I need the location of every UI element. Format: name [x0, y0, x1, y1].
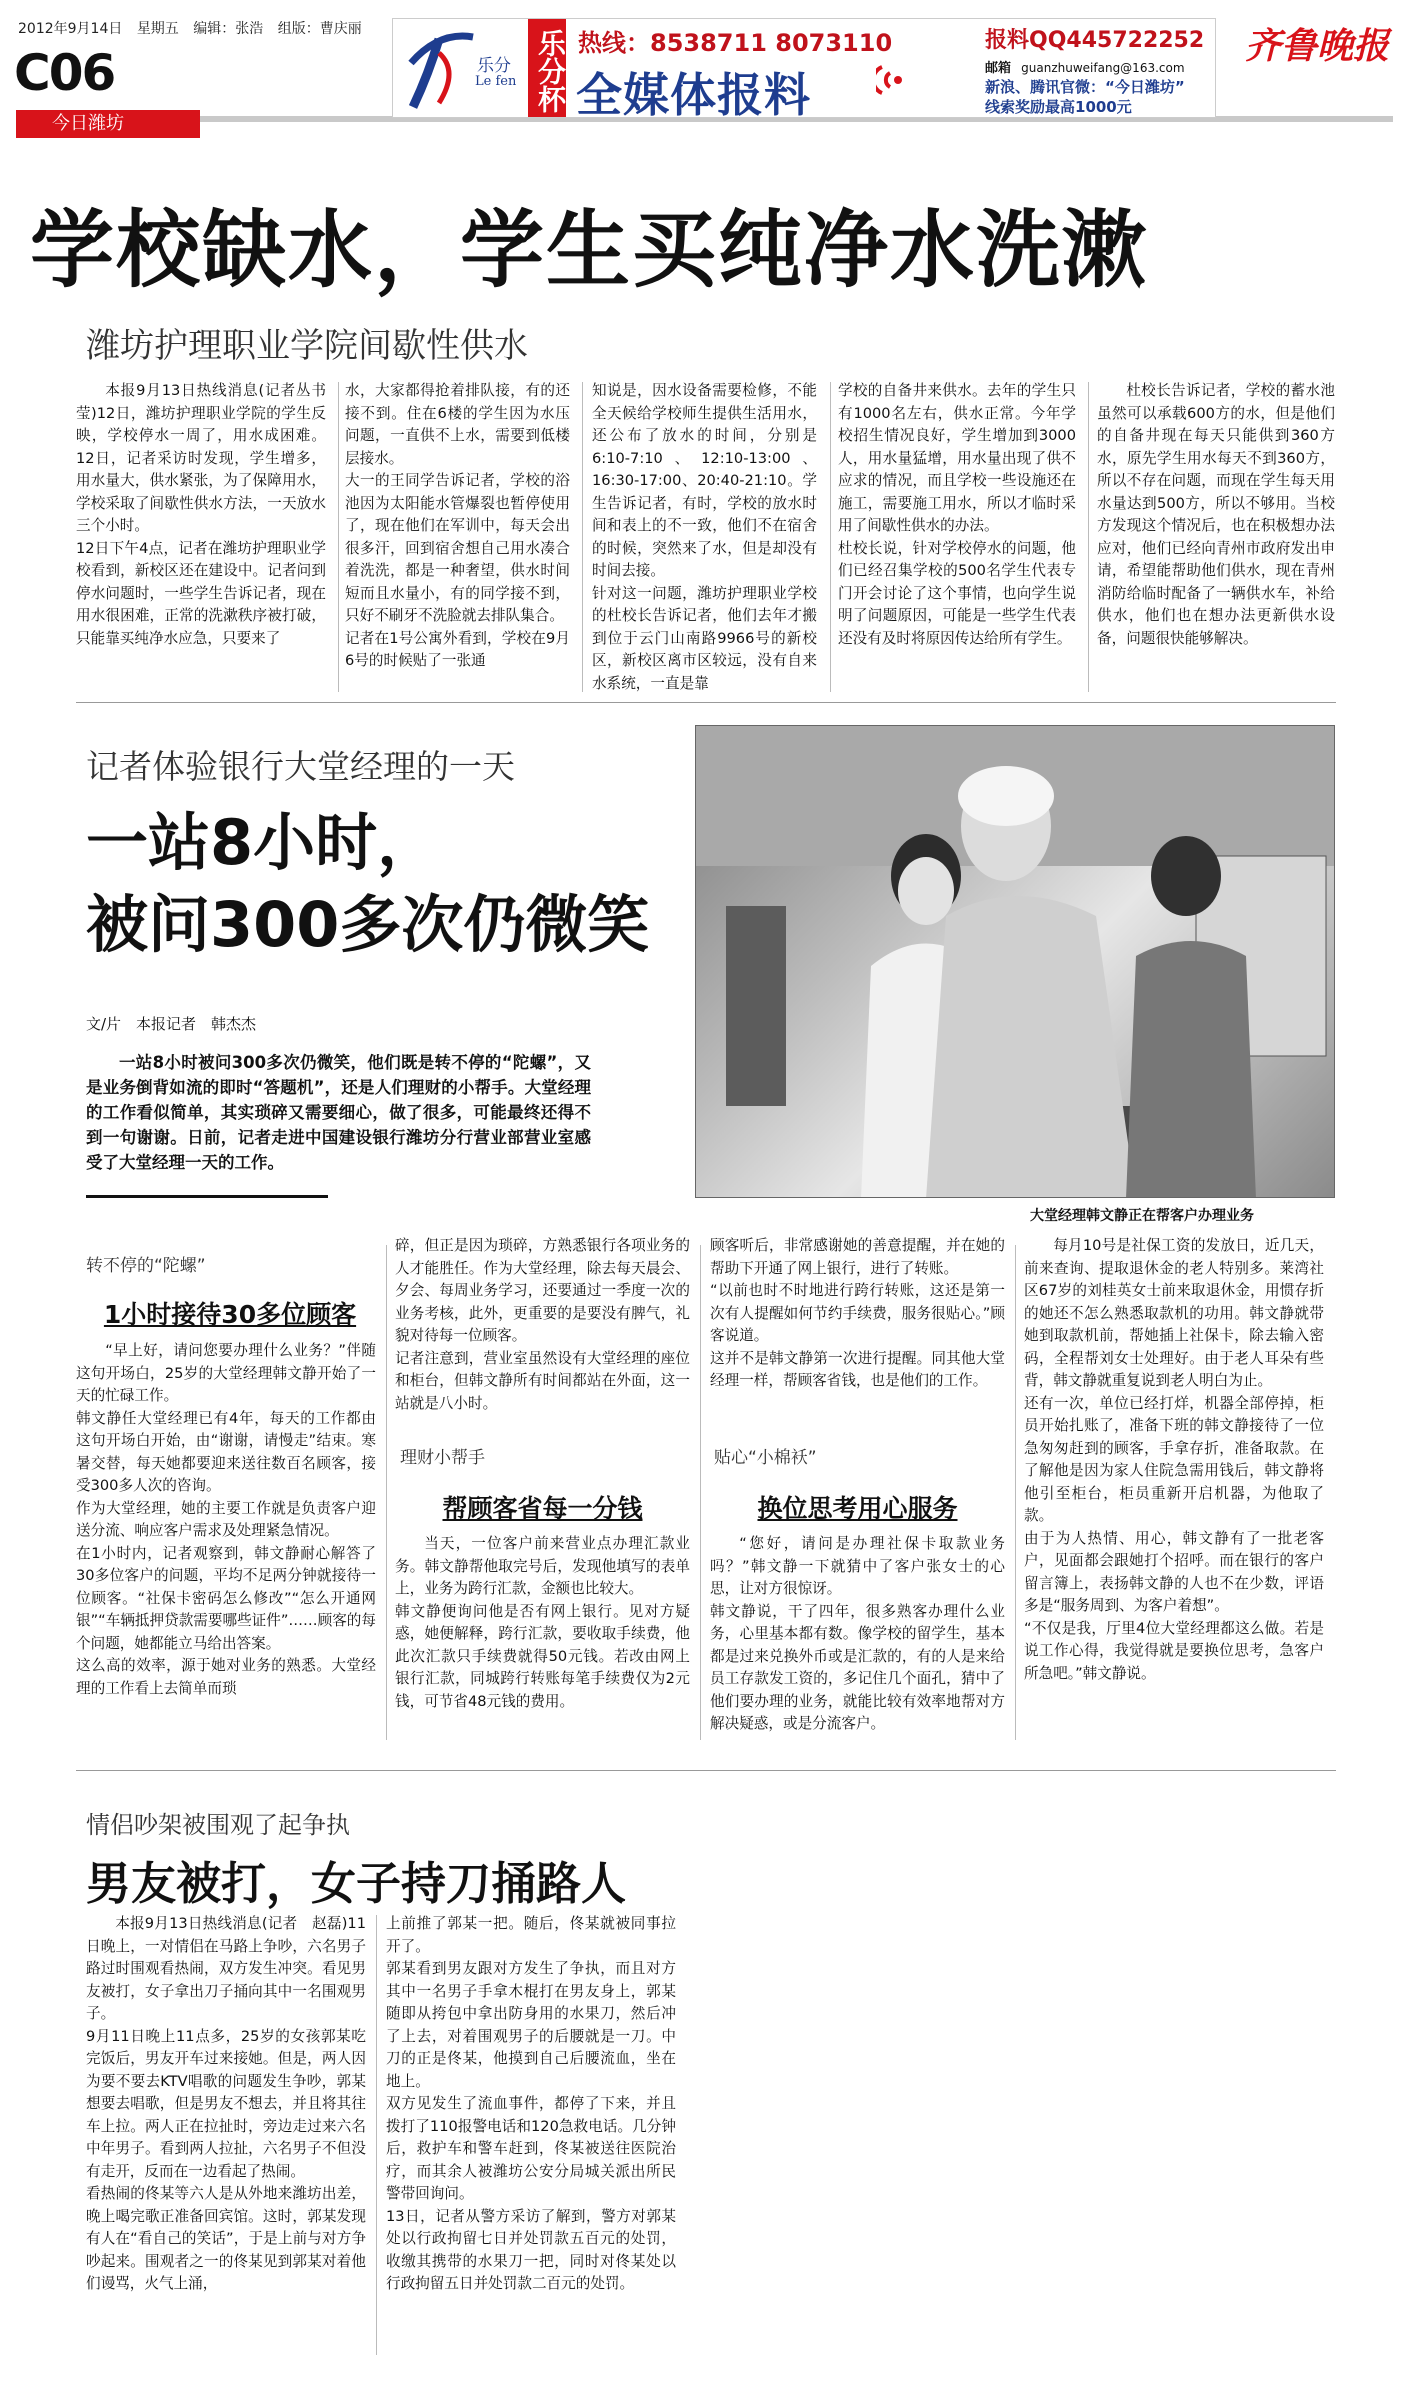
mail-address: guanzhuweifang@163.com [1021, 61, 1185, 75]
article-column-3: 知说是，因水设备需要检修，不能全天候给学校师生提供生活用水，还公布了放水的时间，分别是6:10-7:10、12:10-13:00、16:30-17:00、20:40-21:10。学生告诉记者，有时，学校的放水时间和表上的不一致，他们不在宿舍的时候，突然来了水，但是却没有时间去接。 针对这一问题，潍坊护理职业学校的杜校长告诉记者，他们去年才搬到位于云门山南路9966号的新校区，新校区离市区较远，没有自来水系统，一直是靠 [592, 382, 817, 692]
photo-scene [696, 726, 1335, 1198]
article-divider-2 [76, 1770, 1336, 1771]
bank-column-1: “早上好，请问您要办理什么业务？”伴随这句开场白，25岁的大堂经理韩文静开始了一天的忙碌工作。 韩文静任大堂经理已有4年，每天的工作都由这句开场白开始，由“谢谢，请慢走”结束。寒暑交替，每天她都要迎来送往数百名顾客，接受300多人次的咨询。 作为大堂经理，她的主要工作就是负责客户迎送分流、响应客户需求及处理紧急情况。 在1小时内，记者观察到，韩文静耐心解答了30多位客户的问题，平均不足两分钟就接待一位顾客。“社保卡密码怎么修改”“怎么开通网银”“车辆抵押贷款需要哪些证件”……顾客的每个问题，她都能立马给出答案。 这么高的效率，源于她对业务的熟悉。大堂经理的工作看上去简单而琐 [76, 1342, 376, 1697]
lefen-logo-icon [399, 23, 479, 113]
lefen-logo [399, 23, 479, 113]
signal-icon [876, 53, 916, 103]
newspaper-logo: 齐鲁晚报 [1245, 25, 1390, 67]
dispute-column-2: 上前推了郭某一把。随后，佟某就被同事拉开了。 郭某看到男友跟对方发生了争执，而且对方其中一名男子手拿木棍打在男友身上，郭某随即从挎包中拿出防身用的水果刀，然后冲了上去，对着围观男子的后腰就是一刀。中刀的正是佟某，他摸到自己后腰流血，坐在地上。 双方见发生了流血事件，都停了下来，并且拨打了110报警电话和120急救电话。几分钟后，救护车和警车赶到，佟某被送往医院治疗，而其余人被潍坊公安分局城关派出所民警带回询问。 13日，记者从警方采访了解到，警方对郭某处以行政拘留七日并处罚款五百元的处罚，收缴其携带的水果刀一把，同时对佟某处以行政拘留五日并处罚款二百元的处罚。 [386, 1915, 676, 2292]
bank-column-4: 每月10号是社保工资的发放日，近几天，前来查询、提取退休金的老人特别多。莱湾社区67岁的刘桂英女士前来取退休金，用惯存折的她还不怎么熟悉取款机的功用。韩文静就带她到取款机前，帮她插上社保卡，除去输入密码，全程帮刘女士处理好。由于老人耳朵有些背，韩文静就重复说到老人明白为止。 还有一次，单位已经打烊，机器全部停掉，柜员开始扎账了，准备下班的韩文静接待了一位急匆匆赶到的顾客，手拿存折，准备取款。在了解他是因为家人住院急需用钱后，韩文静将他引至柜台，柜员重新开启机器，为他取了款。 由于为人热情、用心，韩文静有了一批老客户，见面都会跟她打个招呼。而在银行的客户留言簿上，表扬韩文静的人也不在少数，评语多是“服务周到、为客户着想”。 “不仅是我，厅里4位大堂经理都这么做。若是说工作心得，我觉得就是要换位思考，急客户所急吧。”韩文静说。 [1024, 1237, 1324, 1682]
hotline-ad-banner [392, 18, 1216, 118]
section-label: 今日潍坊 [52, 113, 124, 134]
headline: 学校缺水，学生买纯净水洗漱 [30, 201, 1149, 299]
article-couple-dispute [0, 1775, 720, 2375]
page-number: C06 [14, 44, 115, 102]
qq-line: 报料QQ445722252 [985, 28, 1205, 53]
subsection-2-title: 帮顾客省每一分钱 [442, 1494, 643, 1523]
subsection-3-title: 换位思考用心服务 [757, 1494, 958, 1523]
layout-editor: 组版：曹庆丽 [277, 21, 362, 37]
headline-line-1: 一站8小时， [86, 806, 440, 879]
lefen-brand-en: Le fen [475, 74, 517, 89]
kicker: 记者体验银行大堂经理的一天 [86, 747, 515, 786]
article-school-water [0, 140, 1409, 700]
article-column-5: 杜校长告诉记者，学校的蓄水池虽然可以承载600方的水，但是他们的自备井现在每天只能供到360方水，原先学生用水每天不到360方，所以不存在问题，而现在学生每天用水量达到500方，所以不够用。当校方发现这个情况后，也在积极想办法应对，他们已经向青州市政府发出申请，希望能帮助他们供水，现在青州消防给临时配备了一辆供水车，补给供水，他们也在想办法更新供水设备，问题很快能够解决。 [1097, 382, 1335, 647]
byline: 文/片 本报记者 韩杰杰 [86, 1015, 257, 1033]
hotline-numbers: 8538711 8073110 [650, 29, 893, 57]
hotline-label: 热线： [578, 29, 650, 57]
issue-date: 2012年9月14日 [18, 21, 123, 37]
section-tab [16, 110, 200, 138]
article-column-4: 学校的自备井来供水。去年的学生只有1000名左右，供水正常。今年学校招生情况良好，学生增加到3000人，用水量猛增，用水量出现了供不应求的情况，而且学校一些设施还在施工，需要施工用水，所以才临时采用了间歇性供水的办法。 杜校长说，针对学校停水的问题，他们已经召集学校的500名学生代表专门开会讨论了这个事情，也向学生说明了问题原因，可能是一些学生代表还没有及时将原因传达给所有学生。 [838, 382, 1076, 647]
article-column-2: 水，大家都得抢着排队接，有的还接不到。住在6楼的学生因为水压问题，一直供不上水，需要到低楼层接水。 大一的王同学告诉记者，学校的浴池因为太阳能水管爆裂也暂停使用了，现在他们在军训中，每天会出很多汗，回到宿舍想自己用水凑合着洗洗，都是一种奢望，供水时间短而且水量小，有的同学接不到，只好不刷牙不洗脸就去排队集合。 记者在1号公寓外看到，学校在9月6号的时候贴了一张通 [345, 382, 570, 669]
lefen-brand: 乐分 [477, 56, 511, 76]
dispute-column-1: 本报9月13日热线消息(记者 赵磊)11日晚上，一对情侣在马路上争吵，六名男子路过时围观看热闹，双方发生冲突。看见男友被打，女子拿出刀子捅向其中一名围观男子。 9月11日晚上11点多，25岁的女孩郭某吃完饭后，男友开车过来接她。但是，两人因为要不要去KTV唱歌的问题发生争吵，郭某想要去唱歌，但是男友不想去，并且将其往车上拉。两人正在拉扯时，旁边走过来六名中年男子。看到两人拉扯，六名男子不但没有走开，反而在一边看起了热闹。 看热闹的佟某等六人是从外地来潍坊出差，晚上喝完歌正准备回宾馆。这时，郭某发现有人在“看自己的笑话”，于是上前与对方争吵起来。围观者之一的佟某见到郭某对着他们谩骂，火气上涌， [86, 1915, 366, 2292]
bank-column-3b: “您好，请问是办理社保卡取款业务吗？”韩文静一下就猜中了客户张女士的心思，让对方很惊讶。 韩文静说，干了四年，很多熟客办理什么业务，心里基本都有数。像学校的留学生，基本都是过来兑换外币或是汇款的，有的人是来给员工存款发工资的，多记住几个面孔，猜中了他们要办理的业务，就能比较有效率地帮对方解决疑惑，或是分流客户。 [710, 1535, 1005, 1732]
lead-paragraph: 一站8小时被问300多次仍微笑，他们既是转不停的“陀螺”，又是业务倒背如流的即时“答题机”，还是人们理财的小帮手。大堂经理的工作看似简单，其实琐碎又需要细心，做了很多，可能最终还得不到一句谢谢。日前，记者走进中国建设银行潍坊分行营业部营业室感受了大堂经理一天的工作。 [86, 1053, 591, 1172]
weibo-line: 新浪、腾讯官微：“今日潍坊” [985, 78, 1185, 96]
bank-photo [695, 725, 1335, 1198]
weekday: 星期五 [136, 21, 179, 37]
subsection-1-kicker: 转不停的“陀螺” [86, 1256, 206, 1276]
bank-column-3a: 顾客听后，非常感谢她的善意提醒，并在她的帮助下开通了网上银行，进行了转账。 “以前也时不时地进行跨行转账，这还是第一次有人提醒如何节约手续费，服务很贴心。”顾客说道。 这并不是韩文静第一次进行提醒。同其他大堂经理一样，帮顾客省钱，也是他们的工作。 [710, 1237, 1005, 1389]
subsection-1-title: 1小时接待30多位顾客 [103, 1300, 357, 1329]
subsection-3-kicker: 贴心“小棉袄” [714, 1448, 817, 1468]
bank-column-2b: 当天，一位客户前来营业点办理汇款业务。韩文静帮他取完号后，发现他填写的表单上，业务为跨行汇款，金额也比较大。 韩文静便询问他是否有网上银行。见对方疑惑，她便解释，跨行汇款，要收取手续费，他此次汇款只手续费就得50元钱。若改由网上银行汇款，同城跨行转账每笔手续费仅为2元钱，可节省48元钱的费用。 [395, 1535, 690, 1710]
mail-label: 邮箱 [985, 61, 1012, 76]
bank-column-2a: 碎，但正是因为琐碎，方熟悉银行各项业务的人才能胜任。作为大堂经理，除去每天晨会、夕会、每周业务学习，还要通过一季度一次的业务考核，此外，更重要的是要没有脾气，礼貌对待每一位顾客。 记者注意到，营业室虽然设有大堂经理的座位和柜台，但韩文静所有时间都站在外面，这一站就是八小时。 [395, 1237, 690, 1412]
reward-line: 线索奖励最高1000元 [985, 98, 1132, 116]
media-slogan: 全媒体报料 [576, 68, 811, 118]
subsection-2-kicker: 理财小帮手 [400, 1448, 485, 1468]
kicker: 情侣吵架被围观了起争执 [86, 1811, 350, 1839]
photo-caption: 大堂经理韩文静正在帮客户办理业务 [1030, 1208, 1254, 1224]
article-divider [76, 702, 1336, 703]
article-bank-manager [0, 705, 1409, 1775]
lefen-cup-badge: 乐分杯 [528, 19, 566, 118]
headline: 男友被打，女子持刀捅路人 [86, 1857, 627, 1910]
editor: 编辑：张浩 [193, 21, 264, 37]
article-column-1: 本报9月13日热线消息(记者丛书莹)12日，潍坊护理职业学院的学生反映，学校停水一周了，用水成困难。12日，记者采访时发现，学生增多，用水量大，供水紧张，为了保障用水，学校采取了间歇性供水方法，一天放水三个小时。 12日下午4点，记者在潍坊护理职业学校看到，新校区还在建设中。记者问到停水问题时，一些学生告诉记者，现在用水很困难，正常的洗漱秩序被打破，只能靠买纯净水应急，只要来了 [76, 382, 326, 647]
headline-line-2: 被问300多次仍微笑 [86, 888, 650, 961]
subheadline: 潍坊护理职业学院间歇性供水 [86, 326, 528, 366]
